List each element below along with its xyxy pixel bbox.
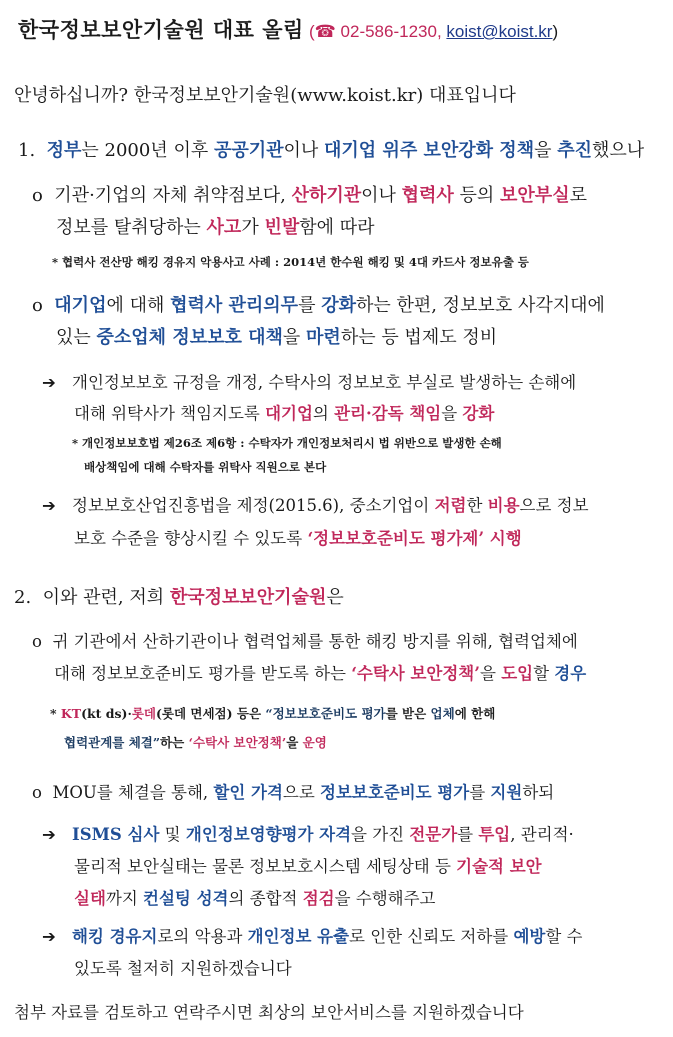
- contact-info: (☎ 02-586-1230, koist@koist.kr): [308, 22, 559, 41]
- arrow-3-line-2: 물리적 보안실태는 물론 정보보호시스템 세팅상태 등 기술적 보안: [74, 857, 542, 876]
- arrow-right-icon: ➔: [42, 927, 56, 946]
- arrow-1-note-1: * 개인정보보호법 제26조 제6항 : 수탁자가 개인정보처리시 법 위반으로 발생한 손해: [72, 436, 502, 450]
- bullet-1-line-2: 정보를 탈취당하는 사고가 빈발함에 따라: [56, 217, 375, 238]
- bullet-1-line-1: o 기관·기업의 자체 취약점보다, 산하기관이나 협력사 등의 보안부실로: [32, 185, 587, 206]
- arrow-right-icon: ➔: [42, 373, 56, 392]
- arrow-right-icon: ➔: [42, 825, 56, 844]
- document-header: [18, 18, 558, 42]
- bullet-mark: o: [32, 783, 42, 802]
- bullet-3-line-2: 대해 정보보호준비도 평가를 받도록 하는 ‘수탁사 보안정책’을 도입할 경우: [54, 664, 587, 683]
- arrow-4-line-1: ➔ 해킹 경유지로의 악용과 개인정보 유출로 인한 신뢰도 저하를 예방할 수: [42, 927, 583, 946]
- arrow-1-line-1: ➔ 개인정보보호 규정을 개정, 수탁사의 정보보호 부실로 발생하는 손해에: [42, 373, 577, 392]
- arrow-right-icon: ➔: [42, 496, 56, 515]
- bullet-2-line-2: 있는 중소업체 정보보호 대책을 마련하는 등 법제도 정비: [56, 327, 498, 348]
- arrow-1-line-2: 대해 위탁사가 책임지도록 대기업의 관리·감독 책임을 강화: [74, 404, 495, 423]
- arrow-2-line-2: 보호 수준을 향상시킬 수 있도록 ‘정보보호준비도 평가제’ 시행: [74, 529, 522, 548]
- arrow-3-line-3: 실태까지 컨설팅 성격의 종합적 점검을 수행해주고: [74, 889, 436, 908]
- arrow-4-line-2: 있도록 철저히 지원하겠습니다: [74, 959, 292, 978]
- phone-icon: ☎: [314, 22, 336, 41]
- email-link[interactable]: koist@koist.kr: [446, 22, 553, 41]
- bullet-mark: o: [32, 632, 42, 651]
- bullet-1-note: * 협력사 전산망 해킹 경유지 악용사고 사례 : 2014년 한수원 해킹 및 4대 카드사 정보유출 등: [52, 255, 529, 269]
- phone-number: 02-586-1230,: [340, 22, 442, 41]
- bullet-mark: o: [32, 185, 43, 206]
- bullet-3-line-1: o 귀 기관에서 산하기관이나 협력업체를 통한 해킹 방지를 위해, 협력업체에: [32, 632, 578, 651]
- section-2-heading: 2. 이와 관련, 저희 한국정보보안기술원은: [14, 587, 344, 608]
- closing-statement: 첨부 자료를 검토하고 연락주시면 최상의 보안서비스를 지원하겠습니다: [14, 1003, 524, 1022]
- arrow-3-line-1: ➔ ISMS 심사 및 개인정보영향평가 자격을 가진 전문가를 투입, 관리적·: [42, 825, 574, 844]
- arrow-1-note-2: 배상책임에 대해 수탁자를 위탁사 직원으로 본다: [84, 460, 327, 474]
- greeting: 안녕하십니까? 한국정보보안기술원(www.koist.kr) 대표입니다: [14, 85, 516, 106]
- section-1-heading: 1. 정부는 2000년 이후 공공기관이나 대기업 위주 보안강화 정책을 추진했으나: [18, 140, 645, 161]
- bullet-4-line-1: o MOU를 체결을 통해, 할인 가격으로 정보보호준비도 평가를 지원하되: [32, 783, 555, 802]
- document-title: 한국정보보안기술원 대표 올림: [18, 17, 304, 42]
- arrow-2-line-1: ➔ 정보보호산업진흥법을 제정(2015.6), 중소기업이 저렴한 비용으로 정보: [42, 496, 589, 515]
- bullet-2-line-1: o 대기업에 대해 협력사 관리의무를 강화하는 한편, 정보보호 사각지대에: [32, 295, 605, 316]
- bullet-mark: o: [32, 295, 43, 316]
- bullet-3-note-1: * KT(kt ds)·롯데(롯데 면세점) 등은 “정보보호준비도 평가를 받은 업체에 한해: [50, 706, 496, 721]
- bullet-3-note-2: 협력관계를 체결”하는 ‘수탁사 보안정책’을 운영: [64, 735, 327, 750]
